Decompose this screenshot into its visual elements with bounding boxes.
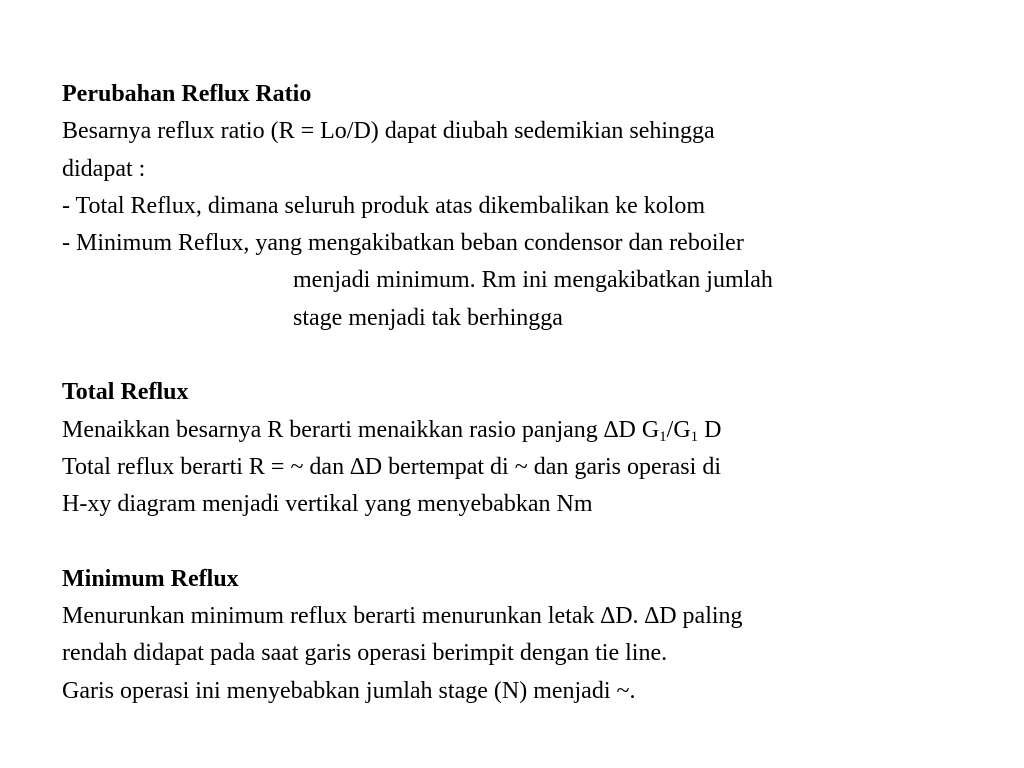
bullet-minimum-reflux: - Minimum Reflux, yang mengakibatkan beban condensor dan reboiler [62, 230, 744, 257]
paragraph-line: Garis operasi ini menyebabkan jumlah stage (N) menjadi ~. [62, 677, 636, 704]
paragraph-line-ratio [62, 412, 984, 449]
paragraph-line: Besarnya reflux ratio (R = Lo/D) dapat diubah sedemikian sehingga [62, 118, 715, 145]
spacer [62, 337, 984, 374]
text-segment: Menaikkan besarnya R berarti menaikkan rasio panjang ∆D G [62, 416, 660, 443]
section-minimum-reflux [62, 561, 984, 710]
paragraph-line: H-xy diagram menjadi vertikal yang menyebabkan Nm [62, 491, 593, 518]
bullet-total-reflux: - Total Reflux, dimana seluruh produk atas dikembalikan ke kolom [62, 192, 706, 219]
section-heading-minimum-reflux: Minimum Reflux [62, 565, 239, 592]
subscript: 1 [659, 428, 667, 445]
paragraph-line: Total reflux berarti R = ~ dan ∆D bertempat di ~ dan garis operasi di [62, 453, 721, 480]
section-heading-total-reflux: Total Reflux [62, 379, 189, 406]
paragraph-line: didapat : [62, 155, 146, 182]
subscript: 1 [690, 428, 699, 445]
bullet-continuation: menjadi minimum. Rm ini mengakibatkan jumlah [293, 267, 773, 294]
section-heading-reflux-ratio: Perubahan Reflux Ratio [62, 81, 312, 107]
paragraph-line: Menurunkan minimum reflux berarti menurunkan letak ∆D. ∆D paling [62, 603, 743, 630]
spacer [62, 524, 984, 561]
section-total-reflux [62, 374, 984, 523]
text-segment: /G [666, 416, 691, 443]
text-segment: D [698, 416, 722, 443]
bullet-continuation: stage menjadi tak berhingga [293, 304, 563, 331]
paragraph-line: rendah didapat pada saat garis operasi berimpit dengan tie line. [62, 640, 668, 667]
section-reflux-ratio [62, 76, 984, 337]
